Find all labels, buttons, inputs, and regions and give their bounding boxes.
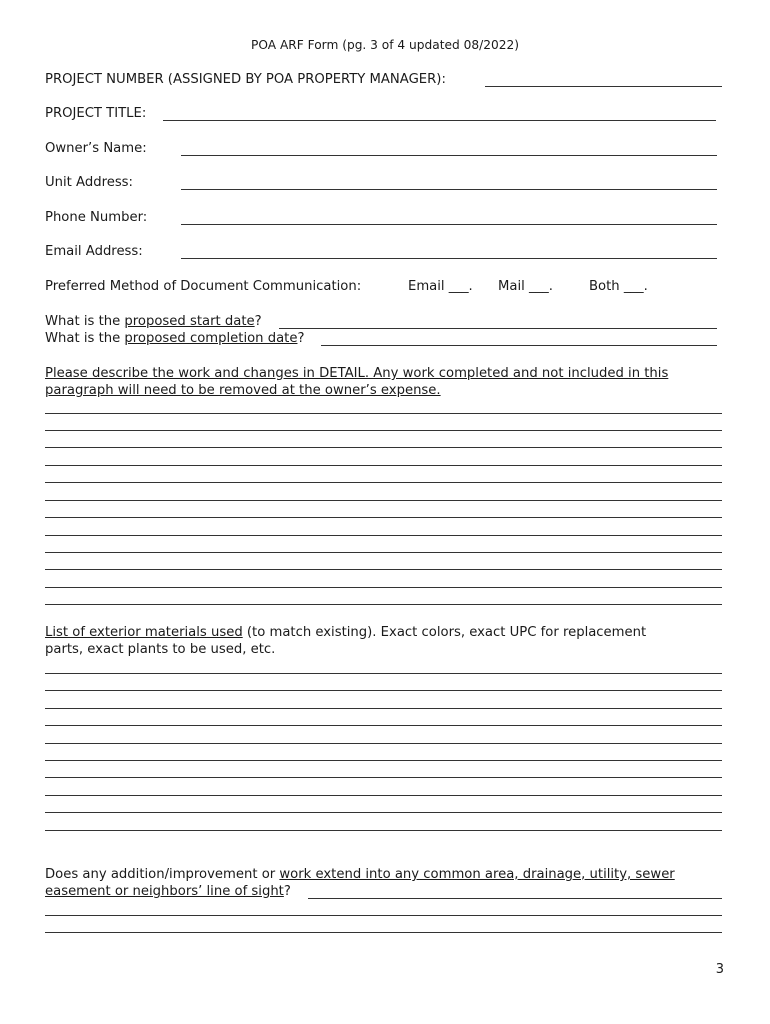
completion-date-line[interactable] <box>321 345 717 346</box>
project-number-label: PROJECT NUMBER (ASSIGNED BY POA PROPERTY MANAGER): <box>45 72 446 87</box>
common-area-question-line2: easement or neighbors’ line of sight? <box>45 884 291 899</box>
describe-instructions-line1: Please describe the work and changes in DETAIL. Any work completed and not included in this <box>45 366 669 381</box>
owner-name-label: Owner’s Name: <box>45 141 147 156</box>
form-header: POA ARF Form (pg. 3 of 4 updated 08/2022) <box>251 38 519 52</box>
materials-instructions-line2: parts, exact plants to be used, etc. <box>45 642 276 657</box>
materials-instructions-line1: List of exterior materials used (to match existing). Exact colors, exact UPC for replacement <box>45 625 647 640</box>
describe-instructions-line2: paragraph will need to be removed at the owner’s expense. <box>45 383 441 398</box>
page-number: 3 <box>715 962 724 977</box>
phone-number-label: Phone Number: <box>45 210 148 225</box>
start-date-line[interactable] <box>279 328 717 329</box>
completion-date-label: What is the proposed completion date? <box>45 331 305 346</box>
project-number-line[interactable] <box>485 86 722 87</box>
email-address-line[interactable] <box>181 258 717 259</box>
unit-address-label: Unit Address: <box>45 175 133 190</box>
communication-mail-option[interactable]: Mail ___. <box>498 279 553 294</box>
unit-address-line[interactable] <box>181 189 717 190</box>
communication-both-option[interactable]: Both ___. <box>589 279 648 294</box>
project-title-label: PROJECT TITLE: <box>45 106 147 121</box>
communication-email-option[interactable]: Email ___. <box>408 279 473 294</box>
phone-number-line[interactable] <box>181 224 717 225</box>
email-address-label: Email Address: <box>45 244 143 259</box>
owner-name-line[interactable] <box>181 155 717 156</box>
common-area-question-line1: Does any addition/improvement or work extend into any common area, drainage, utility, sewer <box>45 867 675 882</box>
project-title-line[interactable] <box>163 120 716 121</box>
start-date-label: What is the proposed start date? <box>45 314 262 329</box>
common-area-answer-line[interactable] <box>308 898 722 899</box>
communication-label: Preferred Method of Document Communication: <box>45 279 362 294</box>
